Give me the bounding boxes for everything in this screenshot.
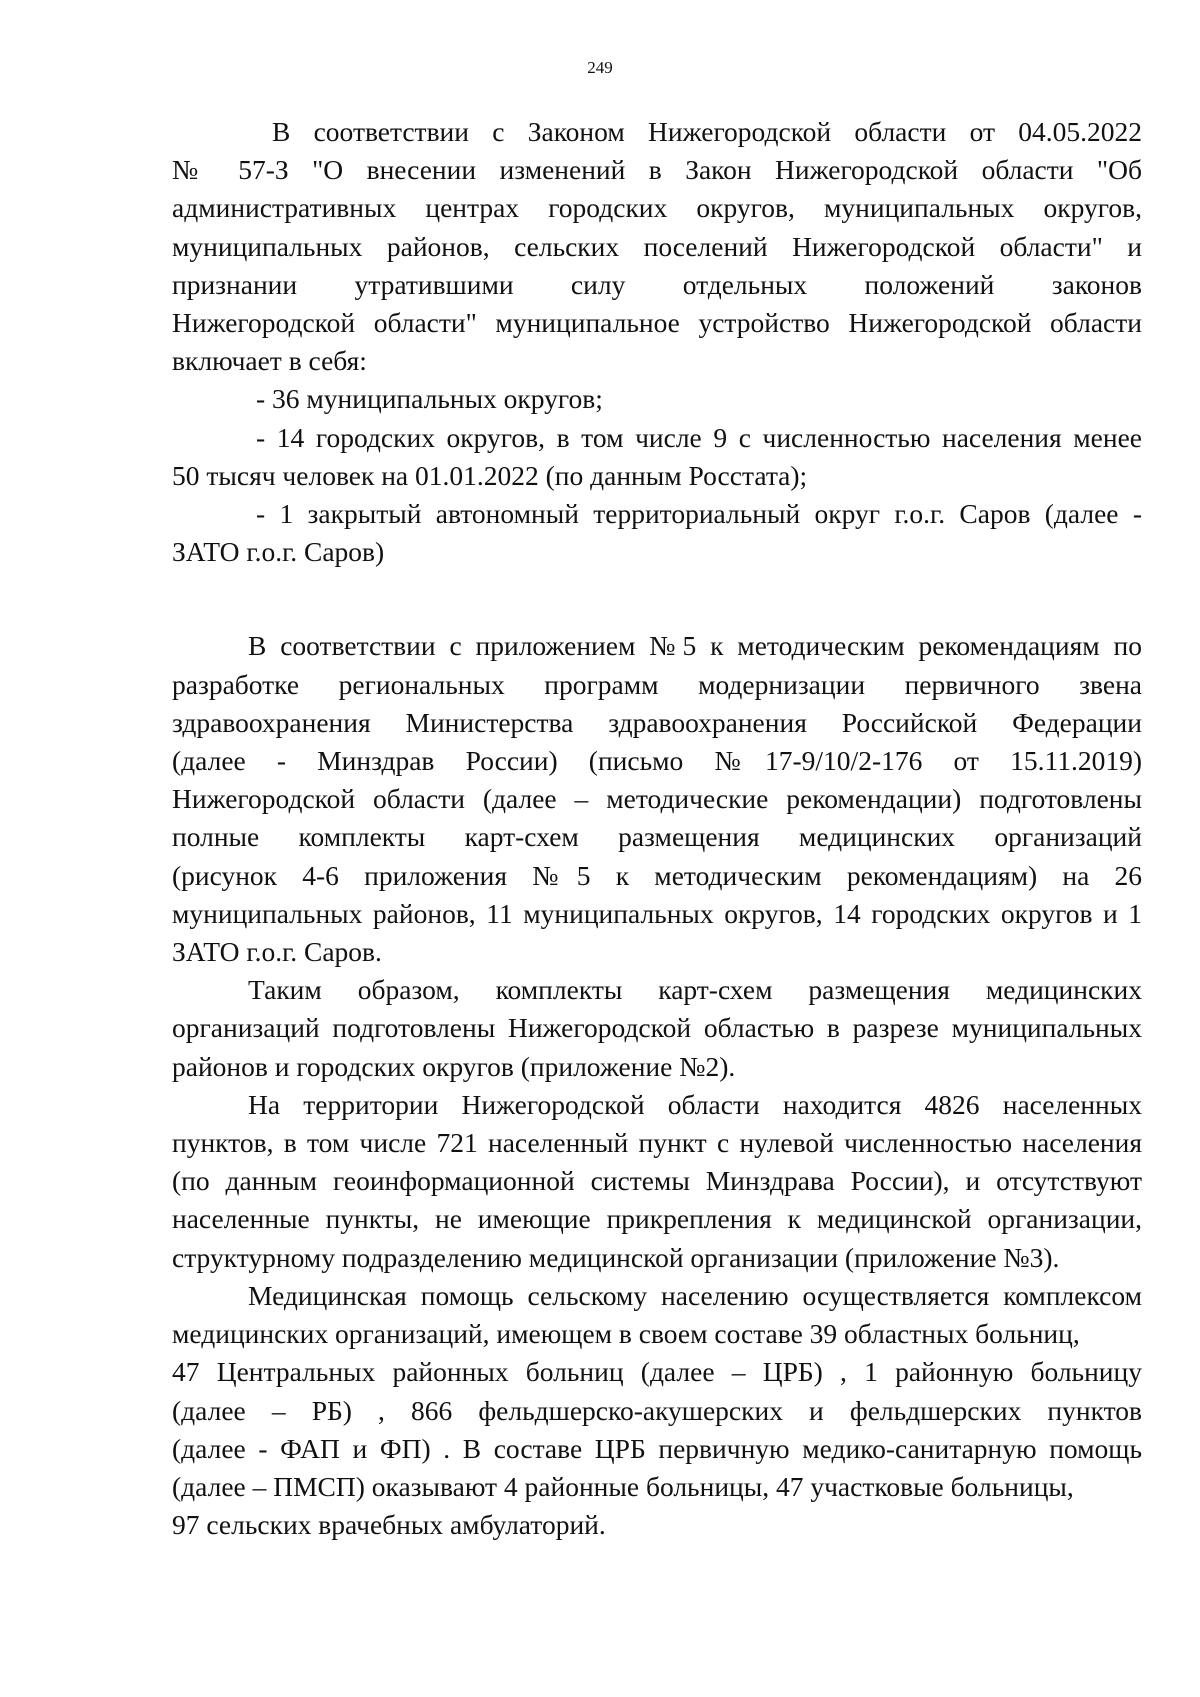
text-line: Нижегородской области" муниципальное устройство Нижегородской области xyxy=(172,307,1142,339)
document-body xyxy=(172,113,1142,1544)
text-line: полные комплекты карт-схем размещения медицинских организаций xyxy=(172,821,1142,853)
text-line: организаций подготовлены Нижегородской областью в разрезе муниципальных xyxy=(172,1012,1142,1044)
text-line: муниципальных районов, 11 муниципальных округов, 14 городских округов и 1 xyxy=(172,897,1142,929)
list-item-closed-district xyxy=(172,495,1142,571)
text-line: (далее - ФАП и ФП) . В составе ЦРБ первичную медико-санитарную помощь xyxy=(172,1432,1142,1464)
text-line: (далее - Минздрав России) (письмо №17-9/10/2-176 от 15.11.2019) xyxy=(172,745,1142,777)
text-line: На территории Нижегородской области находится 4826 населенных xyxy=(248,1088,1142,1120)
text-line: медицинских организаций, имеющем в своем составе 39 областных больниц, xyxy=(172,1318,1080,1350)
text-line: включает в себя: xyxy=(172,345,367,377)
text-line: населенные пункты, не имеющие прикрепления к медицинской организации, xyxy=(172,1203,1142,1235)
text-line: (по данным геоинформационной системы Минздрава России), и отсутствуют xyxy=(172,1165,1142,1197)
text-line: 97 сельских врачебных амбулаторий. xyxy=(172,1509,606,1541)
list-item-city-districts xyxy=(172,419,1142,495)
text-line: № 57-З "О внесении изменений в Закон Нижегородской области "Об xyxy=(172,154,1142,186)
text-line: (далее – РБ) , 866 фельдшерско-акушерских и фельдшерских пунктов xyxy=(172,1394,1142,1426)
text-line: Нижегородской области (далее – методические рекомендации) подготовлены xyxy=(172,783,1142,815)
text-line: 47 Центральных районных больниц (далее – ЦРБ) , 1 районную больницу xyxy=(172,1356,1142,1388)
paragraph-gap xyxy=(172,571,1142,627)
text-line: пунктов, в том числе 721 населенный пункт с нулевой численностью населения xyxy=(172,1127,1142,1159)
text-line: - 36 муниципальных округов; xyxy=(256,383,603,415)
text-line: Медицинская помощь сельскому населению осуществляется комплексом xyxy=(248,1279,1142,1311)
text-line: В соответствии с Законом Нижегородской области от 04.05.2022 xyxy=(272,116,1142,147)
paragraph-map-sets xyxy=(172,971,1142,1086)
text-line: районов и городских округов (приложение №2). xyxy=(172,1050,736,1082)
paragraph-methodical-recommendations xyxy=(172,627,1142,971)
paragraph-rural-medical-care xyxy=(172,1277,1142,1544)
text-line: здравоохранения Министерства здравоохранения Российской Федерации xyxy=(172,706,1142,738)
text-line: Таким образом, комплекты карт-схем размещения медицинских xyxy=(248,974,1142,1006)
text-line: административных центрах городских округов, муниципальных округов, xyxy=(172,192,1142,224)
text-line: ЗАТО г.о.г. Саров) xyxy=(172,536,385,568)
text-line: - 14 городских округов, в том числе 9 с численностью населения менее xyxy=(256,421,1142,453)
text-line: 50 тысяч человек на 01.01.2022 (по данным Росстата); xyxy=(172,459,808,491)
text-line: муниципальных районов, сельских поселений Нижегородской области" и xyxy=(172,230,1142,262)
text-line: (далее – ПМСП) оказывают 4 районные больницы, 47 участковые больницы, xyxy=(172,1470,1074,1502)
text-line: признании утратившими силу отдельных положений законов xyxy=(172,268,1142,300)
text-line: разработке региональных программ модернизации первичного звена xyxy=(172,668,1142,700)
text-line: В соответствии с приложением №5 к методическим рекомендациям по xyxy=(248,630,1142,662)
text-line: - 1 закрытый автономный территориальный округ г.о.г. Саров (далее - xyxy=(256,498,1142,530)
list-item-municipal-districts xyxy=(172,380,1142,418)
text-line: (рисунок 4-6 приложения №5 к методическим рекомендациям) на 26 xyxy=(172,859,1142,891)
text-line: ЗАТО г.о.г. Саров. xyxy=(172,936,382,968)
paragraph-settlements xyxy=(172,1086,1142,1277)
text-line: структурному подразделению медицинской организации (приложение №3). xyxy=(172,1241,1060,1273)
paragraph-law-reference xyxy=(172,113,1142,380)
page-number: 249 xyxy=(587,58,613,77)
